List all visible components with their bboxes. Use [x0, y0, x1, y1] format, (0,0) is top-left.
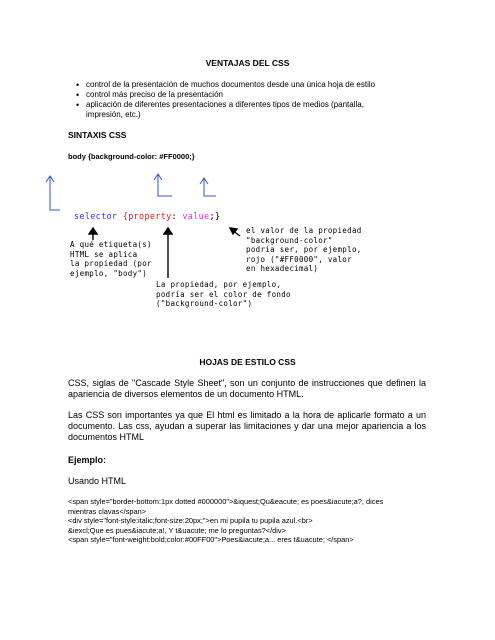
code-line: <div style="font-style:italic;font-size:20px;">en mi pupila tu pupila azul.<br> — [68, 516, 313, 526]
code-line: <span style="border-bottom:1px dotted #000000">&iquest;Qu&eacute; es poes&iacute;a?, dices — [68, 497, 384, 506]
bullet-icon: • — [76, 90, 80, 100]
list-item: • control de la presentación de muchos documentos desde una única hoja de estilo — [76, 80, 376, 90]
code-line: &iexcl;Que es pues&iacute;a!, Y t&uacute; me lo preguntas?</div> — [68, 525, 286, 535]
section-title-ventajas: VENTAJAS DEL CSS — [205, 58, 290, 68]
bullet-icon: • — [76, 100, 80, 110]
property-label: property — [128, 212, 172, 222]
code-line: mientras clavas</span> — [68, 506, 147, 516]
note-value: el valor de la propiedad "background-color" podría ser, por ejemplo, rojo ("#FF0000", valor en hexadecimal) — [246, 226, 362, 273]
syntax-heading: SINTAXIS CSS — [68, 130, 127, 140]
arrow-selector-icon — [50, 176, 60, 210]
section-title-hojas: HOJAS DE ESTILO CSS — [199, 357, 296, 367]
selector-label: selector — [74, 212, 118, 222]
usando-html-label: Usando HTML — [68, 476, 127, 486]
paragraph-definition: CSS, siglas de "Cascade Style Sheet", son un conjunto de instrucciones que definen la apariencia de diversos elementos de un documento HTML. — [68, 378, 426, 399]
syntax-diagram — [40, 168, 380, 318]
close-brace: ;} — [209, 212, 221, 222]
value-label: value — [182, 212, 210, 222]
list-item-continuation: impresión, etc.) — [86, 110, 141, 119]
example-heading: Ejemplo: — [68, 455, 107, 465]
diagram-syntax-line — [74, 213, 220, 223]
code-line: <span style="font-weight:bold;color:#00FF00">Poes&iacute;a... eres t&uacute; </span> — [68, 535, 354, 545]
list-item: • control más preciso de la presentación — [76, 90, 223, 100]
syntax-example: body {background-color: #FF0000;} — [68, 152, 195, 161]
open-brace: { — [122, 212, 129, 222]
code-sample — [68, 497, 430, 545]
paragraph-importance: Las CSS son importantes ya que El html es limitado a la hora de aplicarle formato a un documento. Las css, ayudan a superar las limitaciones y dar una mejor apariencia a los documentos HTML — [68, 410, 426, 442]
note-property: La propiedad, por ejemplo, podría ser el color de fondo ("background-color") — [156, 280, 291, 308]
bullet-icon: • — [76, 80, 80, 90]
note-selector: A qué etiqueta(s) HTML se aplica la propiedad (por ejemplo, "body") — [70, 240, 152, 278]
colon: : — [171, 212, 177, 222]
list-item: • aplicación de diferentes presentaciones a diferentes tipos de medios (pantalla, — [76, 100, 364, 110]
